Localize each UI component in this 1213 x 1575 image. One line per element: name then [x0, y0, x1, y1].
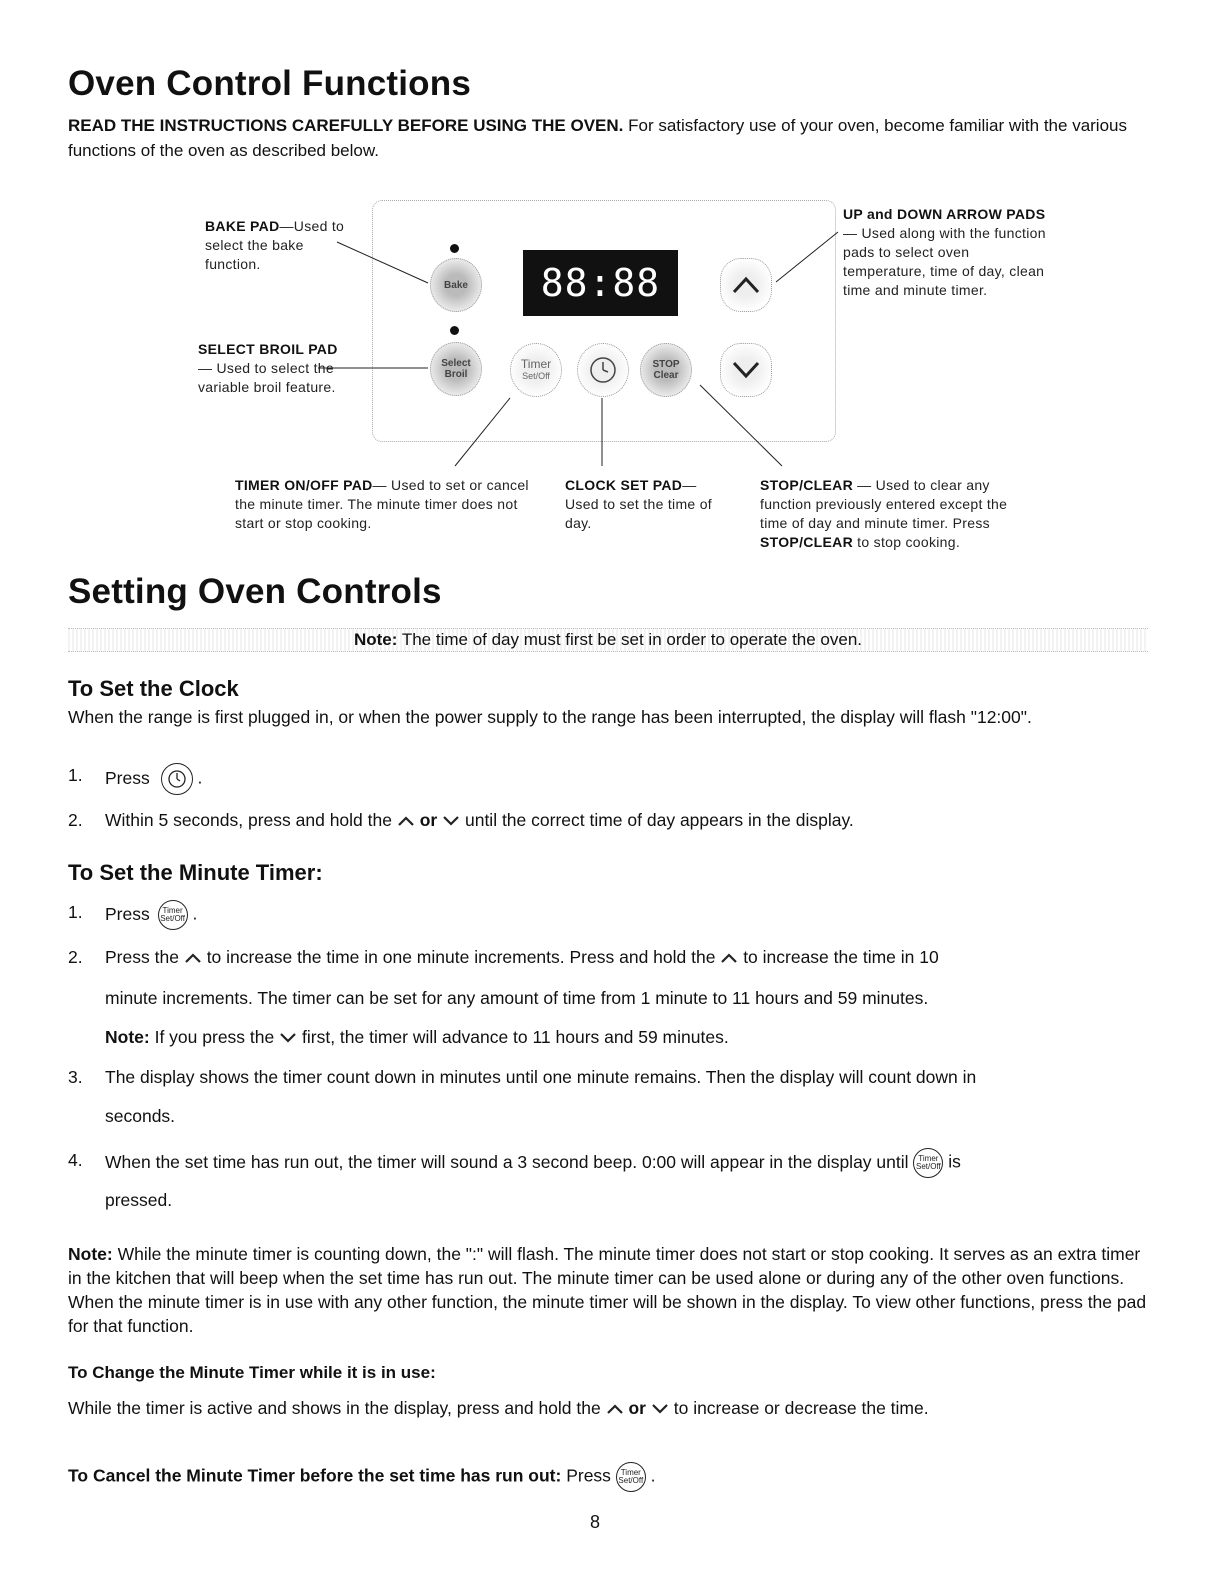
- clock-step-2: 2. Within 5 seconds, press and hold the or until the correct time of day appears in the display.: [68, 810, 854, 830]
- timer-step-2: 2. Press the to increase the time in one minute increments. Press and hold the to increase the time in 10: [68, 947, 939, 967]
- bake-pad-label: BAKE PAD: [205, 218, 280, 234]
- broil-pad-desc: — Used to select the variable broil feature.: [198, 360, 336, 395]
- timer-step-2-line2: minute increments. The timer can be set for any amount of time from 1 minute to 11 hours and 59 minutes.: [105, 988, 929, 1008]
- down-arrow-pad-button[interactable]: [720, 343, 772, 397]
- timer-step-3-line2: seconds.: [105, 1106, 176, 1126]
- page-title: Oven Control Functions: [68, 64, 472, 103]
- bake-pad-text: Bake: [444, 279, 468, 291]
- up-arrow-pad-button[interactable]: [720, 258, 772, 312]
- clock-paragraph: When the range is first plugged in, or when the power supply to the range has been interrupted, the display will flash "12:00".: [68, 707, 1032, 727]
- clock-icon: [588, 355, 618, 385]
- down-arrow-icon: [279, 1032, 297, 1044]
- note-banner: [68, 628, 1148, 652]
- stop-clear-pad-button[interactable]: [640, 343, 692, 397]
- clock-pad-button[interactable]: [577, 343, 629, 397]
- up-arrow-icon: [720, 952, 738, 964]
- timer-set-off-icon: Timer Set/Off: [913, 1148, 943, 1178]
- timer-pad-desc: — Used to set or cancel the minute timer. The minute timer does not start or stop cooking.: [235, 477, 529, 531]
- arrow-pads-label: UP and DOWN ARROW PADS: [843, 206, 1046, 222]
- page-number: 8: [590, 1512, 601, 1532]
- stop-pad-label: STOP/CLEAR: [760, 477, 853, 493]
- clock-pad-desc: — Used to set the time of day.: [565, 477, 712, 531]
- bake-indicator-dot: [450, 244, 459, 253]
- timer-note: Note: If you press the first, the timer will advance to 11 hours and 59 minutes.: [105, 1027, 729, 1047]
- intro-bold: READ THE INSTRUCTIONS CAREFULLY BEFORE USING THE OVEN.: [68, 116, 624, 135]
- bake-pad-button[interactable]: [430, 258, 482, 312]
- up-arrow-icon: [731, 275, 761, 295]
- timer-pad-label: TIMER ON/OFF PAD: [235, 477, 373, 493]
- timer-step-4-line2: pressed.: [105, 1190, 173, 1210]
- change-heading: To Change the Minute Timer while it is in use:: [68, 1363, 436, 1382]
- up-arrow-icon: [184, 952, 202, 964]
- down-arrow-icon: [731, 360, 761, 380]
- stop-pad-desc: — Used to clear any function previously entered except the time of day and minute timer. Press: [760, 477, 1008, 531]
- up-arrow-icon: [606, 1403, 624, 1415]
- bake-pad-desc: —Used to select the bake function.: [205, 218, 345, 272]
- broil-indicator-dot: [450, 326, 459, 335]
- intro-text: For satisfactory use of your oven, become familiar with the various functions of the oven as described below.: [68, 116, 1127, 160]
- clock-pad-label: CLOCK SET PAD: [565, 477, 683, 493]
- broil-pad-button[interactable]: [430, 342, 482, 396]
- clock-icon: [161, 763, 193, 795]
- note-text: The time of day must first be set in order to operate the oven.: [397, 630, 863, 649]
- timer-set-off-icon: Timer Set/Off: [616, 1462, 646, 1492]
- timer-step-4: 4. When the set time has run out, the timer will sound a 3 second beep. 0:00 will appear in the display until Timer Set/Off is: [68, 1148, 1168, 1178]
- change-paragraph: While the timer is active and shows in the display, press and hold the or to increase or decrease the time.: [68, 1398, 929, 1418]
- oven-display: 88:88: [523, 250, 678, 316]
- stop-pad-text: STOP Clear: [652, 359, 680, 381]
- timer-heading: To Set the Minute Timer:: [68, 860, 323, 885]
- down-arrow-icon: [442, 815, 460, 827]
- broil-pad-text: Select Broil: [441, 358, 471, 380]
- broil-pad-label: SELECT BROIL PAD: [198, 341, 338, 357]
- stop-pad-desc-end: to stop cooking.: [852, 534, 961, 550]
- timer-step-3: 3. The display shows the timer count down in minutes until one minute remains. Then the display will count down in: [68, 1067, 977, 1087]
- timer-pad-text: Timer Set/Off: [520, 356, 552, 381]
- arrow-pads-desc: — Used along with the function pads to select oven temperature, time of day, clean time and minute timer.: [843, 225, 1046, 298]
- down-arrow-icon: [651, 1403, 669, 1415]
- cancel-line: To Cancel the Minute Timer before the set time has run out: Press Timer Set/Off .: [68, 1462, 1168, 1492]
- up-arrow-icon: [397, 815, 415, 827]
- timer-step-1: 1. Press Timer Set/Off .: [68, 900, 1068, 930]
- timer-set-off-icon: Timer Set/Off: [158, 900, 188, 930]
- note-label: Note:: [353, 630, 398, 649]
- clock-heading: To Set the Clock: [68, 676, 239, 701]
- stop-pad-label-inline: STOP/CLEAR: [760, 534, 853, 550]
- timer-bottom-note: Note: While the minute timer is counting down, the ":" will flash. The minute timer does not start or stop cooking. It serves as an extra timer in the kitchen that will beep when the set time has run out. The minute timer can be used alone or during any of the other oven functions. When the minute timer is in use with any other function, the minute timer will be shown in the display. To view other functions, press the pad for that function.: [68, 1244, 1147, 1336]
- section-title: Setting Oven Controls: [68, 572, 442, 611]
- cancel-heading: To Cancel the Minute Timer before the set time has run out:: [68, 1465, 562, 1486]
- timer-pad-button[interactable]: [510, 343, 562, 397]
- clock-step-1: 1. Press .: [68, 763, 1068, 795]
